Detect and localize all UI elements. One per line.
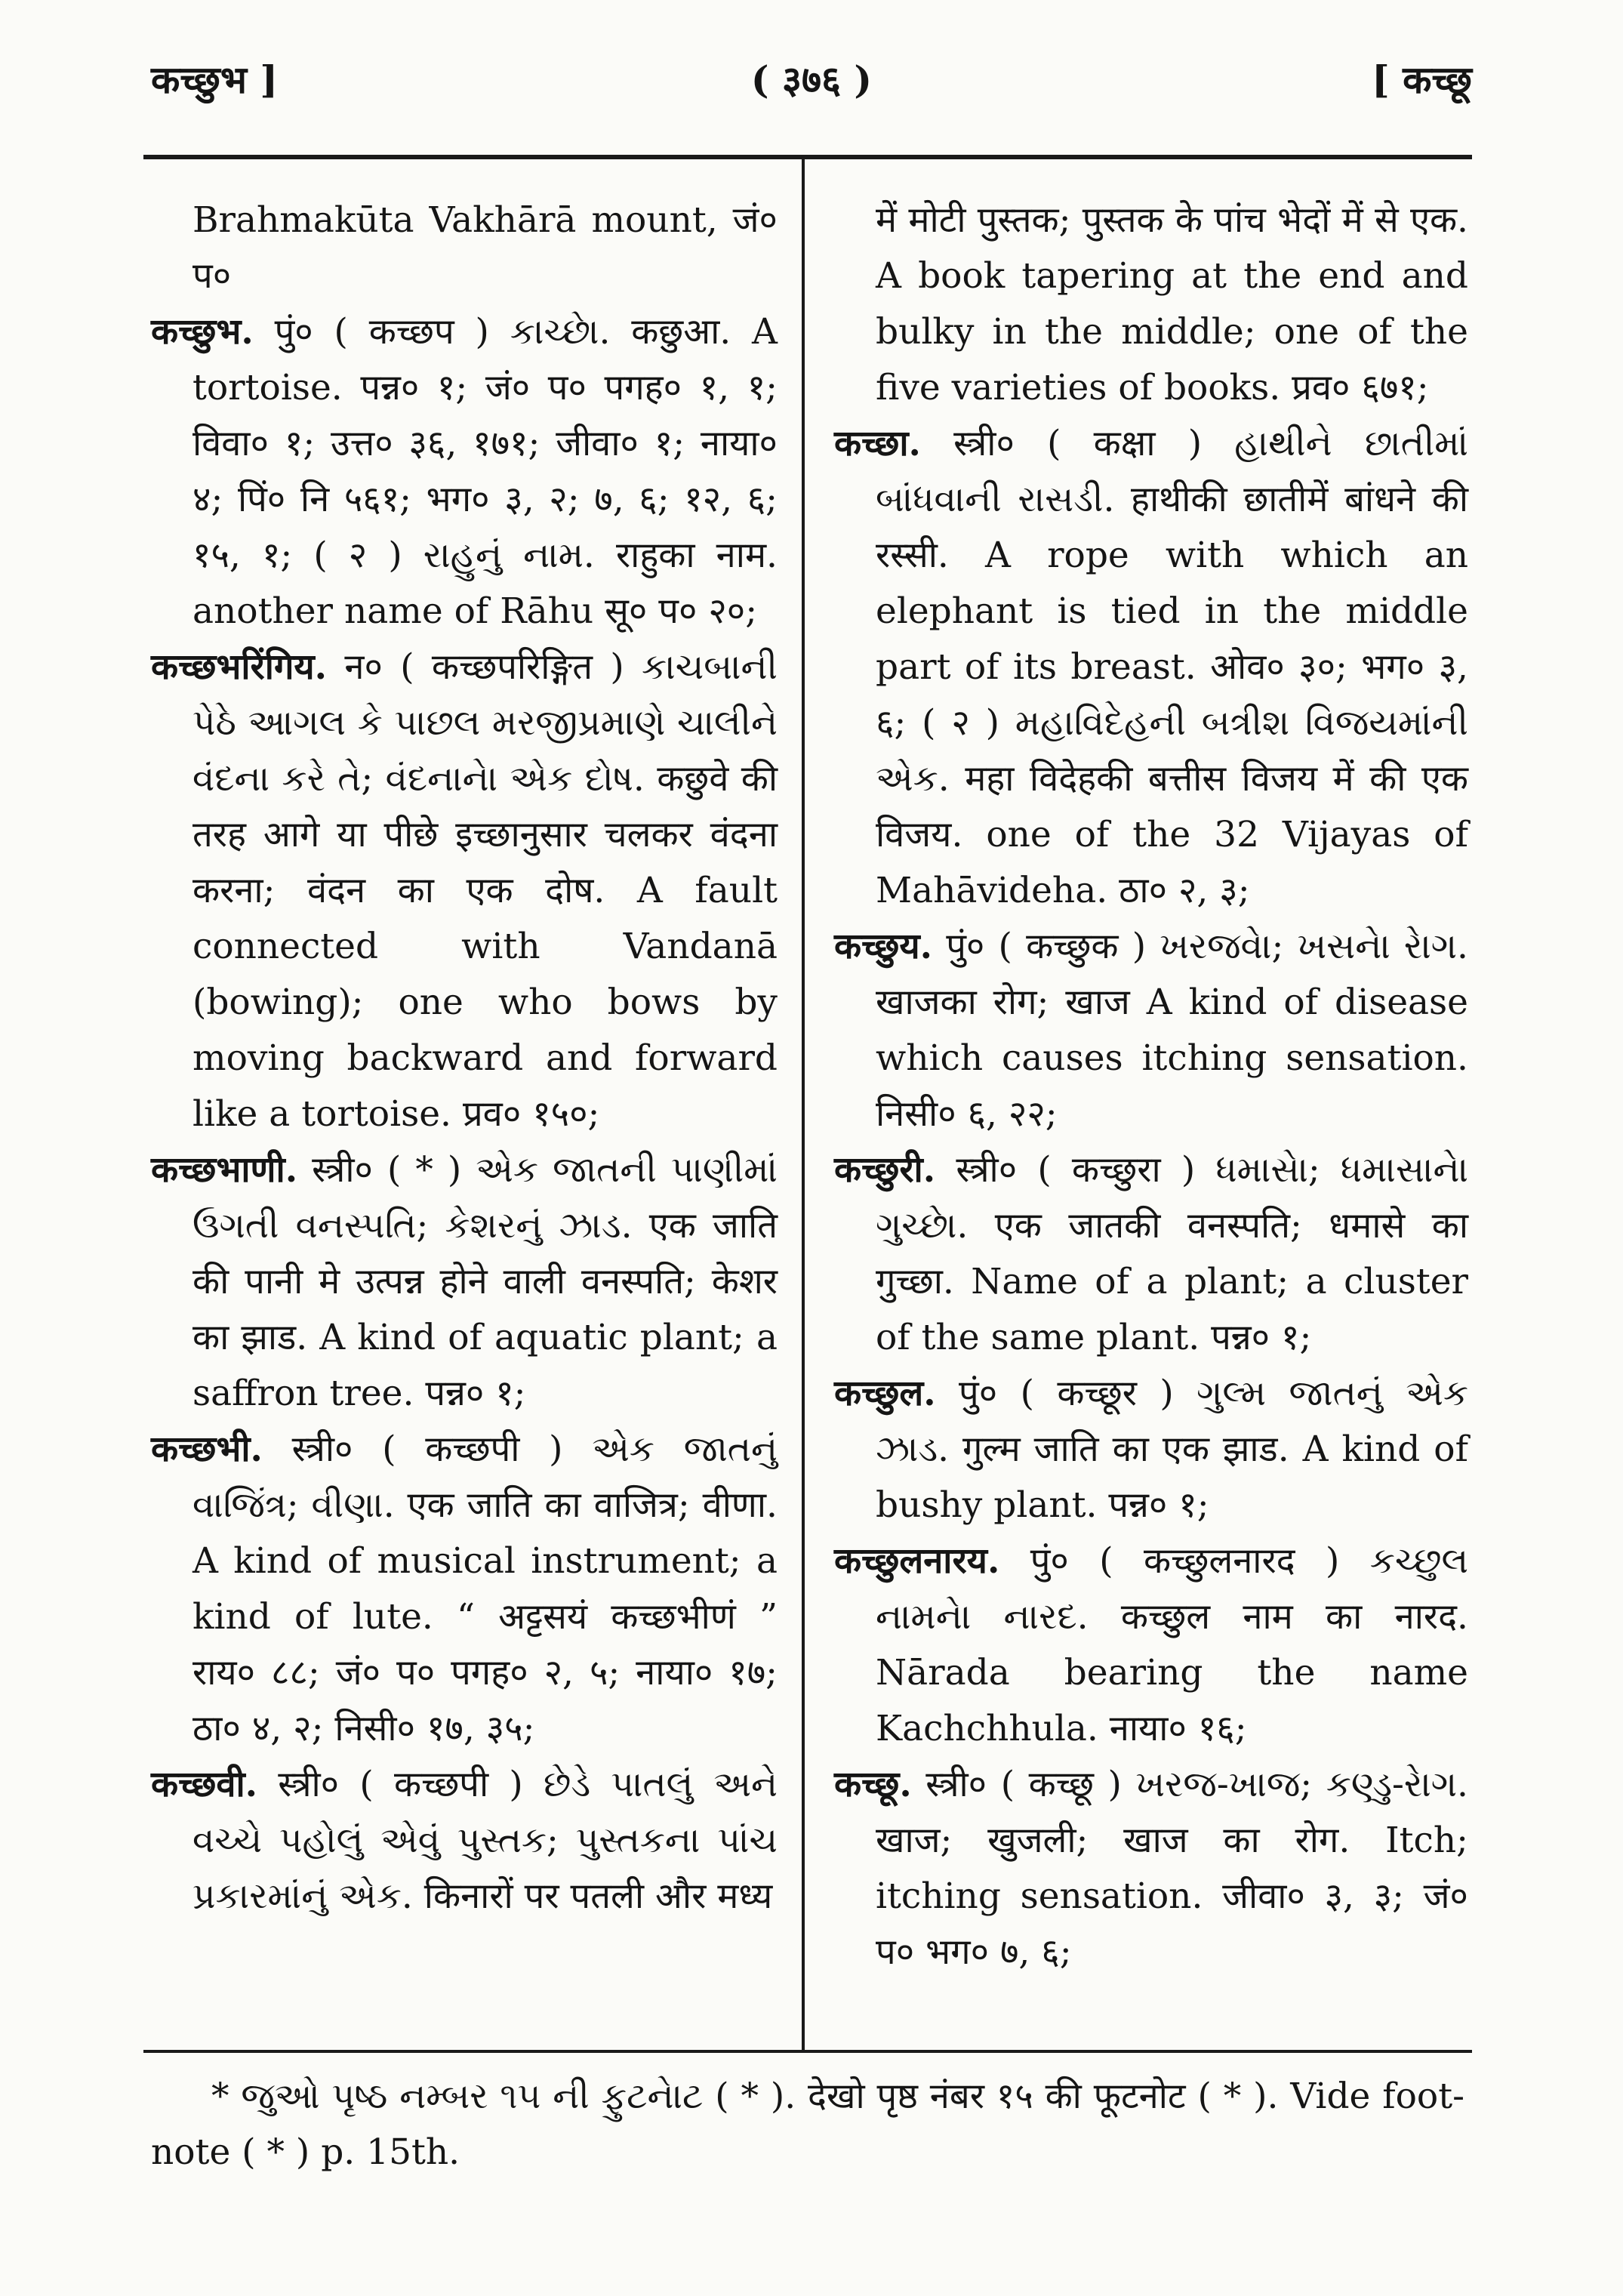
footnote: * જુઓ પૃષ્ઠ નમ્બર ૧૫ ની ફુટનેાટ ( * ). देखो पृष्ठ नंबर १५ की फूटनोट ( * ). Vide foot-note ( * ) p. 15th. bbox=[151, 2076, 1464, 2173]
entry-headword: कच्छभरिंगिय. bbox=[151, 646, 328, 688]
dictionary-entry bbox=[834, 193, 1468, 416]
header-left-guideword: कच्छुभ ] bbox=[151, 57, 279, 102]
bottom-rule bbox=[143, 2050, 1472, 2053]
dictionary-entry bbox=[834, 919, 1468, 1142]
dictionary-entry bbox=[151, 1757, 778, 1925]
entry-text: न० ( कच्छपरिङ्गित ) કાચબાની પેઠે આગલ કે પાછલ મરજીપ્રમાણે ચાલીને વંદના કરે તે; વંદનાનેા એક દોષ. कछुवे की तरह आगे या पीछे इच्छानुसार चलकर वंदना करना; वंदन का एक दोष. A fault connected with Vandanā (bowing); one who bows by moving backward and forward like a tortoise. प्रव० १५०; bbox=[192, 646, 778, 1135]
entry-text: स्त्री० ( * ) એક જાતની પાણીમાં ઉગતી વનસ્પતિ; કેશરનું ઝાડ. एक जाति की पानी मे उत्पन्न होने वाली वनस्पति; केशर का झाड. A kind of aquatic plant; a saffron tree. पन्न० १; bbox=[192, 1149, 778, 1414]
entry-text: स्त्री० ( कच्छपी ) એક જાતનું વાજિંત્ર; વીણા. एक जाति का वाजित्र; वीणा. A kind of musical instrument; a kind of lute. “ अट्टसयं कच्छभीणं ” राय० ८८; जं० प० पगह० २, ५; नाया० १७; ठा० ४, २; निसी० १७, ३५; bbox=[192, 1428, 778, 1749]
header-right-guideword: [ कच्छू bbox=[1372, 57, 1472, 102]
entry-headword: कच्छुभ. bbox=[151, 311, 254, 353]
entry-text: पुं० ( कच्छुक ) ખરજવેા; ખસનેા રેાગ. खाजका रोग; खाज A kind of disease which causes itching sensation. निसी० ६, २२; bbox=[876, 926, 1468, 1135]
entry-text: में मोटी पुस्तक; पुस्तक के पांच भेदों में से एक. A book tapering at the end and bulky in the middle; one of the five varieties of books. प्रव० ६७१; bbox=[876, 199, 1468, 408]
entry-headword: कच्छू. bbox=[834, 1764, 912, 1805]
dictionary-entry bbox=[151, 639, 778, 1142]
dictionary-entry bbox=[151, 1422, 778, 1757]
entry-text: पुं० ( कच्छप ) કાચ્છેા. कछुआ. A tortoise. पन्न० १; जं० प० पगह० १, १; विवा० १; उत्त० ३६, १७१; जीवा० १; नाया० ४; पिं० नि ५६१; भग० ३, २; ७, ६; १२, ६; १५, १; ( २ ) રાહુનું નામ. राहुका नाम. another name of Rāhu सू० प० २०; bbox=[192, 311, 778, 632]
entry-text: पुं० ( कच्छूर ) ગુલ્મ જાતનું એક ઝાડ. गुल्म जाति का एक झाड. A kind of bushy plant. पन्न० १; bbox=[876, 1373, 1468, 1526]
entry-headword: कच्छभी. bbox=[151, 1428, 263, 1470]
dictionary-entry bbox=[834, 1142, 1468, 1366]
entry-headword: कच्छभाणी. bbox=[151, 1149, 298, 1191]
top-rule bbox=[143, 155, 1472, 159]
entry-text: स्त्री० ( कच्छू ) ખરજ-ખાજ; કણ્ડુ-રેાગ. खाज; खुजली; खाज का रोग. Itch; itching sensation. जीवा० ३, ३; जं० प० भग० ७, ६; bbox=[876, 1764, 1468, 1973]
left-column bbox=[151, 193, 778, 1925]
dictionary-entry bbox=[834, 1533, 1468, 1757]
entry-headword: कच्छुरी. bbox=[834, 1149, 936, 1191]
column-divider bbox=[802, 159, 805, 2051]
entry-text: स्त्री० ( कच्छपी ) છેડે પાતલું અને વચ્ચે પહોલું એવું પુસ્તક; પુસ્તકના પાંચ પ્રકારમાંનું એક. किनारों पर पतली और मध्य bbox=[192, 1764, 778, 1917]
entry-text: स्त्री० ( कक्षा ) હાથીને છાતીમાં બાંધવાની રાસડી. हाथीकी छातीमें बांधने की रस्सी. A rope with which an elephant is tied in the middle part of its breast. ओव० ३०; भग० ३, ६; ( २ ) મહાવિદેહની બત્રીશ વિજયમાંની એક. महा विदेहकी बत्तीस विजय में की एक विजय. one of the 32 Vijayas of Mahāvideha. ठा० २, ३; bbox=[876, 423, 1468, 911]
entry-text: पुं० ( कच्छुलनारद ) કચ્છુલ નામનેા નારદ. कच्छुल नाम का नारद. Nārada bearing the name Kachchhula. नाया० १६; bbox=[876, 1540, 1468, 1749]
dictionary-entry bbox=[834, 416, 1468, 919]
dictionary-entry bbox=[834, 1757, 1468, 1980]
dictionary-entry bbox=[151, 1142, 778, 1422]
right-column bbox=[834, 193, 1468, 1980]
entry-headword: कच्छवी. bbox=[151, 1764, 258, 1805]
dictionary-entry bbox=[151, 304, 778, 639]
dictionary-entry bbox=[151, 193, 778, 304]
entry-text: स्त्री० ( कच्छुरा ) ધમાસેા; ધમાસાનેા ગુચ્છેા. एक जातकी वनस्पति; धमासे का गुच्छा. Name of a plant; a cluster of the same plant. पन्न० १; bbox=[876, 1149, 1468, 1358]
entry-headword: कच्छुय. bbox=[834, 926, 932, 967]
entry-headword: कच्छुलनारय. bbox=[834, 1540, 1000, 1582]
page-number: ( ३७६ ) bbox=[750, 57, 873, 102]
entry-headword: कच्छा. bbox=[834, 423, 921, 464]
entry-headword: कच्छुल. bbox=[834, 1373, 936, 1414]
entry-text: Brahmakūta Vakhārā mount, जं० प० bbox=[192, 199, 778, 297]
dictionary-entry bbox=[834, 1366, 1468, 1533]
